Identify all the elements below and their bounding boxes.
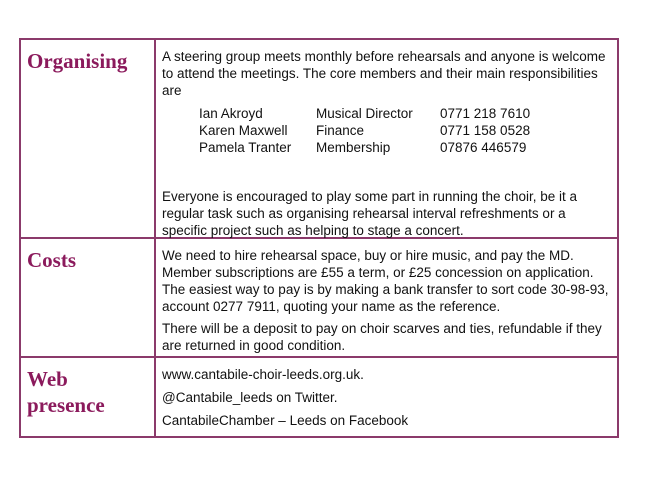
member-role: Finance (316, 123, 365, 138)
member-role: Musical Director (316, 106, 413, 121)
content-cell-organising (156, 40, 617, 237)
facebook-page: CantabileChamber – Leeds on Facebook (162, 413, 409, 428)
table-row (199, 105, 530, 122)
row-costs (21, 239, 617, 358)
member-phone: 0771 158 0528 (440, 123, 531, 138)
table-row (199, 139, 530, 156)
organising-footer: Everyone is encouraged to play some part in running the choir, be it a regular task such as organising rehearsal interval refreshments or a specific project such as helping to stage a concert. (162, 189, 577, 238)
member-phone: 0771 218 7610 (440, 106, 531, 121)
twitter-handle: @Cantabile_leeds on Twitter. (162, 390, 338, 405)
heading-organising: Organising (27, 49, 128, 73)
label-cell-organising (21, 40, 156, 237)
label-cell-web-presence (21, 358, 156, 436)
costs-paragraph-2: There will be a deposit to pay on choir scarves and ties, refundable if they are returned in good condition. (162, 321, 602, 353)
costs-paragraph-1: We need to hire rehearsal space, buy or hire music, and pay the MD. Member subscriptions are £55 a term, or £25 concession on application. The easiest way to pay is by making a bank transfer to sort code 30-98-93, account 0277 7911, quoting your name as the reference. (162, 248, 609, 314)
website-url: www.cantabile-choir-leeds.org.uk. (162, 367, 364, 382)
info-table (19, 38, 619, 438)
row-organising (21, 40, 617, 239)
label-cell-costs (21, 239, 156, 356)
heading-costs: Costs (27, 248, 77, 272)
heading-web-presence: Web presence (27, 367, 105, 417)
member-phone: 07876 446579 (440, 140, 527, 155)
members-table (199, 105, 530, 156)
row-web-presence (21, 358, 617, 436)
table-row (199, 122, 530, 139)
member-name: Pamela Tranter (199, 140, 292, 155)
member-name: Karen Maxwell (199, 123, 288, 138)
content-cell-web-presence (156, 358, 617, 436)
member-role: Membership (316, 140, 391, 155)
organising-intro: A steering group meets monthly before rehearsals and anyone is welcome to attend the meetings. The core members and their main responsibilities are (162, 49, 606, 98)
member-name: Ian Akroyd (199, 106, 263, 121)
content-cell-costs (156, 239, 617, 356)
